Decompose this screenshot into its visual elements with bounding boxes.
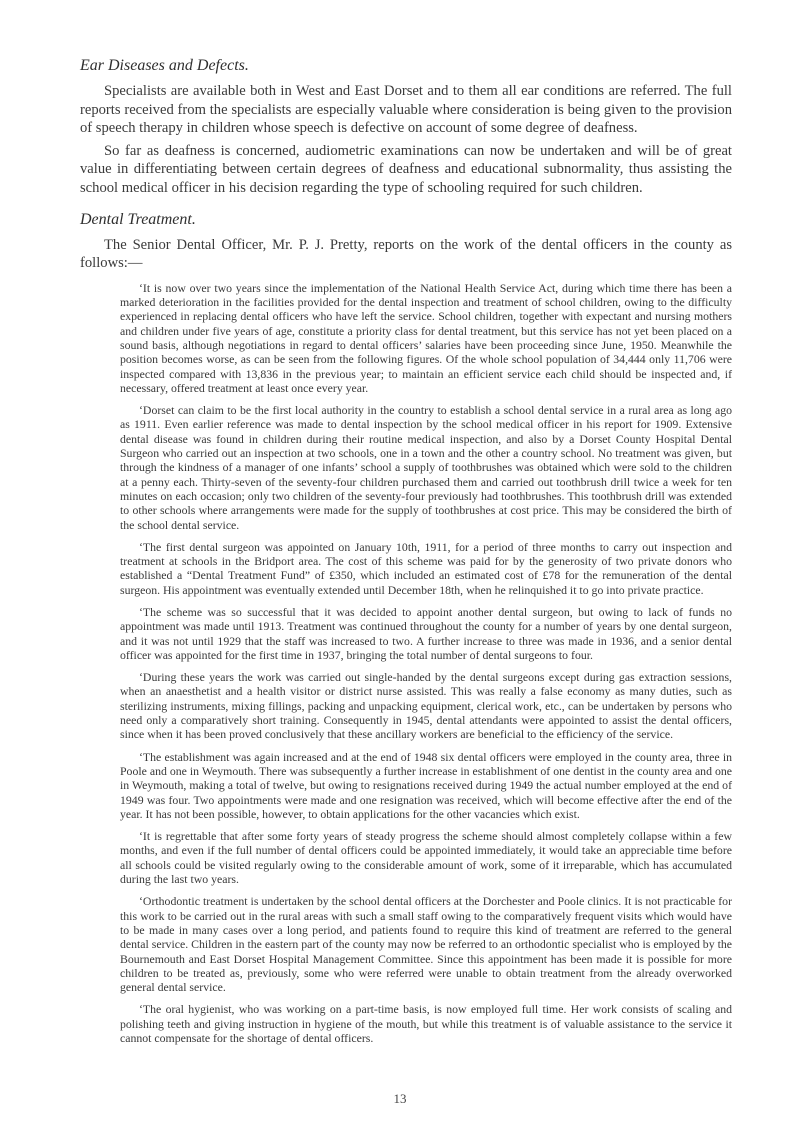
dental-quote-paragraph: ‘The oral hygienist, who was working on a part-time basis, is now employed full time. Her work consists of scaling and polishing teeth and giving instruction in hygiene of the mouth, but while this treatment is of valuable assistance to the service it cannot compensate for the shortage of dental officers. — [120, 1002, 732, 1045]
ear-diseases-heading: Ear Diseases and Defects. — [80, 57, 249, 74]
dental-intro-paragraph: The Senior Dental Officer, Mr. P. J. Pretty, reports on the work of the dental officers in the county as follows:— — [80, 236, 732, 272]
dental-quote-paragraph: ‘The scheme was so successful that it was decided to appoint another dental surgeon, but owing to lack of funds no appointment was made until 1913. Treatment was continued throughout the county for a number of years by one dental surgeon, and it was not until 1929 that the staff was increased to two. A further increase to three was made in 1936, and a senior dental officer was appointed for the first time in 1937, bringing the total number of dental surgeons to four. — [120, 604, 732, 662]
dental-quote-paragraph: ‘The first dental surgeon was appointed on January 10th, 1911, for a period of three months to carry out inspection and treatment at schools in the Bridport area. The cost of this scheme was paid for by the generosity of two private donors who established a “Dental Treatment Fund” of £350, which included an estimated cost of £78 for the remuneration of the dental surgeon. His appointment was eventually extended until December 18th, when he relinquished it to go into private practice. — [120, 539, 732, 597]
page-number: 13 — [393, 1091, 407, 1106]
dental-quote-paragraph: ‘Orthodontic treatment is undertaken by the school dental officers at the Dorchester and Poole clinics. It is not practicable for this work to be carried out in the rural areas with such a small staff owing to the comparatively frequent visits which would have to be made in many cases over a long period, and patients found to require this kind of treatment are referred to the general dental service. Children in the eastern part of the county may now be referred to an orthodontic specialist who is employed by the Bournemouth and East Dorset Hospital Management Committee. Since this appointment has been made it is possible for more children to be treated as, previously, some who were referred were unable to obtain treatment from the already overworked general dental service. — [120, 894, 732, 995]
dental-quote-paragraph: ‘Dorset can claim to be the first local authority in the country to establish a school dental service in a rural area as long ago as 1911. Even earlier reference was made to dental inspection by the school medical officer in his report for 1909. Extensive dental disease was found in children during their routine medical inspection, and also by a Dorset County Hospital Dental Surgeon who carried out an inspection at two schools, one in a town and the other a country school. No treatment was given, but through the kindness of a manager of one infants’ school a supply of toothbrushes was obtained which were sold to the children at a penny each. Thirty-seven of the seventy-four children purchased them and carried out toothbrush drill twice a week for ten minutes on each occasion; only two children of the seventy-four previously had toothbrushes. This toothbrush drill was extended to other schools where arrangements were made for the supply of toothbrushes at cost price. This may be considered the birth of the school dental service. — [120, 403, 732, 532]
ear-paragraph-1: Specialists are available both in West and East Dorset and to them all ear conditions are referred. The full reports received from the specialists are especially valuable where consideration is being given to the provision of speech therapy in children whose speech is defective on account of some degree of deafness. — [80, 83, 732, 137]
dental-quote-paragraph: ‘It is now over two years since the implementation of the National Health Service Act, during which time there has been a marked deterioration in the facilities provided for the dental inspection and treatment of school children, owing to the difficulty experienced in replacing dental officers who have left the service. School children, together with expectant and nursing mothers and children under five years of age, constitute a priority class for dental treatment, but this service has not yet been placed on a sound basis, although negotiations in regard to dental officers’ salaries have been proceeding since June, 1950. Meanwhile the position becomes worse, as can be seen from the following figures. Of the whole school population of 34,444 only 11,706 were inspected compared with 13,836 in the previous year; to maintain an efficient service each child should be inspected and, if necessary, offered treatment at least once every year. — [120, 280, 732, 395]
dental-quote-paragraph: ‘The establishment was again increased and at the end of 1948 six dental officers were employed in the county area, three in Poole and one in Weymouth. There was subsequently a further increase in establishment of one dentist in the county area and one in Weymouth, making a total of twelve, but owing to resignations received during 1949 the actual number employed at the end of 1949 was four. Two appointments were made and one resignation was received, which will become effective after the end of the year. It has not been possible, however, to obtain applications for the other vacancies which exist. — [120, 749, 732, 821]
ear-paragraph-2: So far as deafness is concerned, audiometric examinations can now be undertaken and will be of great value in differentiating between certain degrees of deafness and educational subnormality, thus assisting the school medical officer in his decision regarding the type of schooling required for such children. — [80, 142, 732, 196]
dental-quote-paragraph: ‘During these years the work was carried out single-handed by the dental surgeons except during gas extraction sessions, when an anaesthetist and a health visitor or district nurse assisted. This was really a false economy as many duties, such as sterilizing instruments, mixing fillings, packing and unpacking equipment, clerical work, etc., can be undertaken by persons who need only a comparatively short training. Consequently in 1945, dental attendants were appointed to assist the dental officers, since when it has been proved conclusively that these ancillary workers are beneficial to the efficiency of the service. — [120, 670, 732, 742]
dental-treatment-heading: Dental Treatment. — [80, 210, 196, 228]
page-body — [80, 56, 732, 1045]
dental-quote-paragraph: ‘It is regrettable that after some forty years of steady progress the scheme should almost completely collapse within a few months, and even if the full number of dental officers could be appointed immediately, it would take an appreciable time before all schools could be visited regularly owing to the considerable amount of work, some of it irreparable, which has accumulated during the last two years. — [120, 829, 732, 887]
